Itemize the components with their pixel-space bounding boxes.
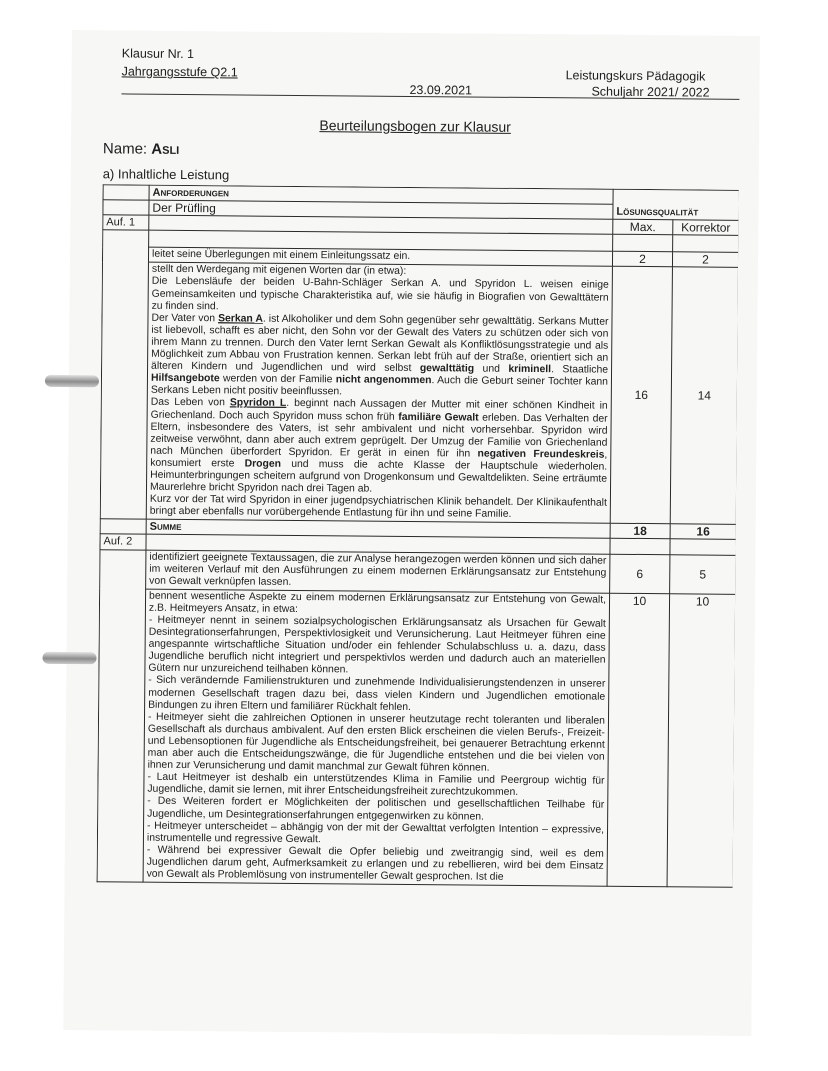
- page-title: Beurteilungsbogen zur Klausur: [319, 117, 511, 135]
- criterion-text: stellt den Werdegang mit eigenen Worten dar (in etwa): Die Lebensläufe der beiden U-Bahn-Schläger Serkan A. und Spyridon L. weisen einige Gemeinsamkeiten und typische Charakteristika auf, wie sie häufig in Biografien von Gewalttätern zu finden sind. Der Vater von Serkan A. ist Alkoholiker und dem Sohn gegenüber sehr gewalttätig. Serkans Mutter ist liebevoll, schafft es aber nicht, den Sohn vor der Gewalt des Vaters zu schützen oder sich von ihrem Mann zu trennen. Durch den Vater lernt Serkan Gewalt als Konfliktlösungsstrategie und als Möglichkeit zum Abbau von Frustration kennen. Serkan lebt früh auf der Straße, orientiert sich an älteren Kindern und Jugendlichen und wird selbst gewalttätig und kriminell. Staatliche Hilfsangebote werden von der Familie nicht angenommen. Auch die Geburt seiner Tochter kann Serkans Leben nicht positiv beeinflussen. Das Leben von Spyridon L. beginnt nach Aussagen der Mutter mit einer schönen Kindheit in Griechenland. Doch auch Spyridon muss schon früh familiäre Gewalt erleben. Das Verhalten der Eltern, insbesondere des Vaters, ist sehr ambivalent und nicht vorhersehbar. Spyridon wird zeitweise verwöhnt, dann aber auch extrem geprügelt. Der Umzug der Familie von Griechenland nach München überfordert Spyridon. Er gerät in einen für ihn negativen Freundeskreis, konsumiert erste Drogen und muss die achte Klasse der Hauptschule wiederholen. Heimunterbringungen scheitern aufgrund von Drogenkonsum und Gewaltdelikten. Seine erträumte Maurerlehre bricht Spyridon nach drei Tagen ab. Kurz vor der Tat wird Spyridon in einer jugendpsychiatrischen Klinik behandelt. Der Klinikaufenthalt bringt aber ebenfalls nur vorübergehende Entlastung für ihn und seine Familie.: [146, 263, 612, 524]
- table-row: [100, 262, 738, 525]
- corrector-points: 2: [672, 252, 738, 268]
- exam-sheet: [63, 30, 760, 1036]
- max-points: 2: [612, 252, 672, 268]
- exam-date: 23.09.2021: [409, 82, 473, 98]
- corrector-points: 10: [667, 594, 736, 888]
- sum-label: Summe: [146, 520, 610, 539]
- sum-corrector: 16: [670, 524, 736, 540]
- student-name: Name: Asli: [102, 140, 180, 158]
- binder-ring: [45, 375, 99, 387]
- section-heading: a) Inhaltliche Leistung: [102, 166, 230, 183]
- max-points: 10: [607, 593, 670, 887]
- criterion-text: leitet seine Überlegungen mit einem Einleitungssatz ein.: [148, 247, 612, 266]
- criterion-text: bennent wesentliche Aspekte zu einem modernen Erklärungsansatz zur Entstehung von Gewalt, z.B. Heitmeyers Ansatz, in etwa: - Heitmeyer nennt in seinem sozialpsychologischen Erklärungsansatz als Ursachen für Gewalt Desintegrationserfahrungen, Perspektivlosigkeit und Verunsicherung. Laut Heitmeyer führen eine angespannte wirtschaftliche Situation und/oder ein fehlender Schulabschluss u. a. dazu, dass Jugendliche beruflich nicht integriert und perspektivlos werden und dadurch auch an materiellen Gütern nur unzureichend teilhaben können. - Sich verändernde Familienstrukturen und zunehmende Individualisierungstendenzen in unserer modernen Gesellschaft tragen dazu bei, dass vielen Kindern und Jugendlichen emotionale Bindungen zu ihren Eltern und familiärer Rückhalt fehlen. - Heitmeyer sieht die zahlreichen Optionen in unserer heutzutage recht toleranten und liberalen Gesellschaft als durchaus ambivalent. Auf den ersten Blick erscheinen die vielen Berufs-, Freizeit- und Lebensoptionen für Jugendliche als Entscheidungsfreiheit, bei genauerer Betrachtung erkennt man aber auch die Entscheidungszwänge, die für Jugendliche entstehen und die bei vielen von ihnen zur Verunsicherung und damit manchmal zur Gewalt führen können. - Laut Heitmeyer ist deshalb ein unterstützendes Klima in Familie und Peergroup wichtig für Jugendliche, damit sie lernen, mit ihrer Entscheidungsfreiheit zurechtzukommen. - Des Weiteren fordert er Möglichkeiten der politischen und gesellschaftlichen Teilhabe für Jugendliche, um Desintegrationserfahrungen entgegenwirken zu können. - Heitmeyer unterscheidet – abhängig von der mit der Gewalttat verfolgten Intention – expressive, instrumentelle und regressive Gewalt. - Während bei expressiver Gewalt die Opfer beliebig und zweitrangig sind, weil es dem Jugendlichen darum geht, Aufmerksamkeit zu erlangen und zu rebellieren, wird bei dem Einsatz von Gewalt als Problemlösung von instrumenteller Gewalt gesprochen. Ist die: [143, 589, 610, 886]
- table-row: [100, 549, 736, 594]
- exam-number: Klausur Nr. 1: [121, 46, 195, 62]
- task-2-label: Auf. 2: [100, 534, 146, 549]
- course-name: Leistungskurs Pädagogik: [565, 68, 706, 84]
- grade-level: Jahrgangsstufe Q2.1: [121, 64, 238, 80]
- grading-table: [97, 184, 739, 888]
- candidate-label: Der Prüfling: [149, 200, 613, 219]
- requirements-header: Anforderungen: [149, 185, 613, 204]
- task-1-label: Auf. 1: [103, 215, 149, 230]
- binder-ring: [42, 652, 96, 664]
- corrector-points: 14: [670, 267, 738, 525]
- table-row: [97, 589, 736, 888]
- corrector-header: Korrektor: [673, 220, 739, 236]
- quality-header: Lösungsqualität: [613, 204, 739, 220]
- corrector-points: 5: [670, 554, 736, 594]
- sum-max: 18: [610, 524, 670, 540]
- school-year: Schuljahr 2021/ 2022: [591, 84, 710, 100]
- criterion-text: identifiziert geeignete Textaussagen, die zur Analyse herangezogen werden können und sich daher im weiteren Verlauf mit den Ausführungen zu einem modernen Erklärungsansatz zur Entstehung von Gewalt verknüpfen lassen.: [146, 550, 610, 593]
- max-points: 6: [610, 554, 670, 594]
- max-points: 16: [610, 267, 672, 524]
- grading-table-wrap: [95, 184, 738, 1028]
- max-header: Max.: [613, 219, 673, 235]
